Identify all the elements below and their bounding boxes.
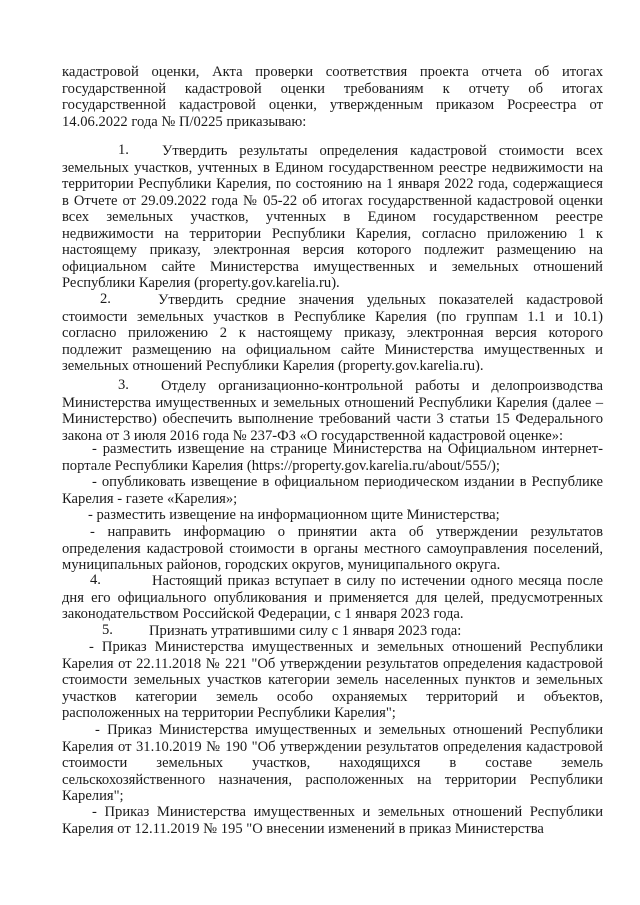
text-line: законодательством Российской Федерации, с 1 января 2023 года.: [62, 606, 464, 623]
text-line: - Приказ Министерства имущественных и земельных отношений Республики: [95, 722, 603, 738]
text-line: Настоящий приказ вступает в силу по истечении одного месяца после: [152, 573, 603, 589]
text-line: Карелия от 12.11.2019 № 195 "О внесении изменений в приказ Министерства: [62, 820, 544, 837]
text-line: Утвердить результаты определения кадастровой стоимости всех: [162, 143, 603, 159]
text-line: в Отчете от 29.09.2022 года № 05-22 об итогах государственной кадастровой оценки: [62, 192, 603, 209]
text-line: настоящему приказу, электронная версия которого подлежит размещению на: [62, 242, 603, 259]
text-line: земельных участков, учтенных в Едином государственном реестре недвижимости на: [62, 159, 603, 176]
paragraph-number: 4.: [90, 572, 101, 588]
text-line: - направить информацию о принятии акта об утверждении результатов: [90, 524, 603, 540]
text-line: Карелия от 22.11.2018 № 221 "Об утверждении результатов определения кадастровой: [62, 655, 603, 672]
text-line: Министерства имущественных и земельных отношений Республики Карелия (далее –: [62, 394, 603, 411]
text-line: Отделу организационно-контрольной работы и делопроизводства: [161, 378, 603, 394]
text-line: дня его официального опубликования и применяется для целей, предусмотренных: [62, 589, 603, 606]
text-line: Карелия - газете «Карелия»;: [62, 490, 238, 507]
text-line: сельскохозяйственного назначения, расположенных на территории Республики: [62, 771, 603, 788]
text-line: - разместить извещение на странице Министерства на Официальном интернет-: [92, 441, 603, 457]
text-line: подлежит размещению на официальном сайте Министерства имущественных и: [62, 341, 603, 358]
text-line: стоимости земельных участков, находящихся в составе земель: [62, 755, 603, 772]
text-line: недвижимости на территории Республики Карелия, согласно приложению 1 к: [62, 225, 603, 242]
text-line: муниципальных районов, городских округов, муниципального округа.: [62, 557, 501, 574]
text-line: участков категории земель особо охраняемых территорий и объектов,: [62, 688, 603, 705]
paragraph-number: 5.: [102, 622, 113, 638]
text-line: расположенных на территории Республики Карелия";: [62, 705, 396, 722]
paragraph-number: 2.: [100, 291, 111, 307]
text-line: Утвердить средние значения удельных показателей кадастровой: [158, 292, 603, 308]
text-line: официальном сайте Министерства имущественных и земельных отношений: [62, 258, 603, 275]
paragraph-number: 1.: [118, 142, 129, 158]
text-line: Республики Карелия (property.gov.karelia.ru).: [62, 275, 340, 292]
text-line: Признать утратившими силу с 1 января 2023 года:: [149, 623, 462, 639]
text-line: - Приказ Министерства имущественных и земельных отношений Республики: [89, 639, 603, 655]
text-line: кадастровой оценки, Акта проверки соответствия проекта отчета об итогах: [62, 64, 603, 80]
paragraph-number: 3.: [118, 377, 129, 393]
text-line: - опубликовать извещение в официальном периодическом издании в Республике: [92, 474, 603, 490]
text-line: территории Республики Карелия, по состоянию на 1 января 2022 года, содержащиеся: [62, 176, 603, 193]
text-line: определения кадастровой стоимости в органы местного самоуправления поселений,: [62, 540, 603, 557]
text-line: согласно приложению 2 к настоящему приказу, электронная версия которого: [62, 325, 603, 342]
text-line: - Приказ Министерства имущественных и земельных отношений Республики: [92, 804, 603, 820]
text-line: Карелия от 31.10.2019 № 190 "Об утверждении результатов определения кадастровой: [62, 738, 603, 755]
text-line: государственной кадастровой оценки, утвержденным приказом Росреестра от: [62, 97, 603, 114]
text-line: стоимости земельных участков категории земель населенных пунктов и земельных: [62, 672, 603, 689]
text-line: всех земельных участков, учтенных в Едином государственном реестре: [62, 209, 603, 226]
text-line: портале Республики Карелия (https://property.gov.karelia.ru/about/555/);: [62, 457, 500, 474]
text-line: государственной кадастровой оценки требованиям к отчету об итогах: [62, 80, 603, 97]
text-line: стоимости земельных участков в Республике Карелия (по группам 1.1 и 10.1): [62, 308, 603, 325]
text-line: 14.06.2022 года № П/0225 приказываю:: [62, 113, 307, 130]
text-line: Карелия";: [62, 788, 124, 805]
text-line: земельных отношений Республики Карелия (property.gov.karelia.ru).: [62, 358, 484, 375]
text-line: Министерство) обеспечить выполнение требований части 3 статьи 15 Федерального: [62, 411, 603, 428]
text-line: закона от 3 июля 2016 года № 237-ФЗ «О государственной кадастровой оценке»:: [62, 427, 564, 444]
text-line: - разместить извещение на информационном щите Министерства;: [88, 507, 500, 523]
